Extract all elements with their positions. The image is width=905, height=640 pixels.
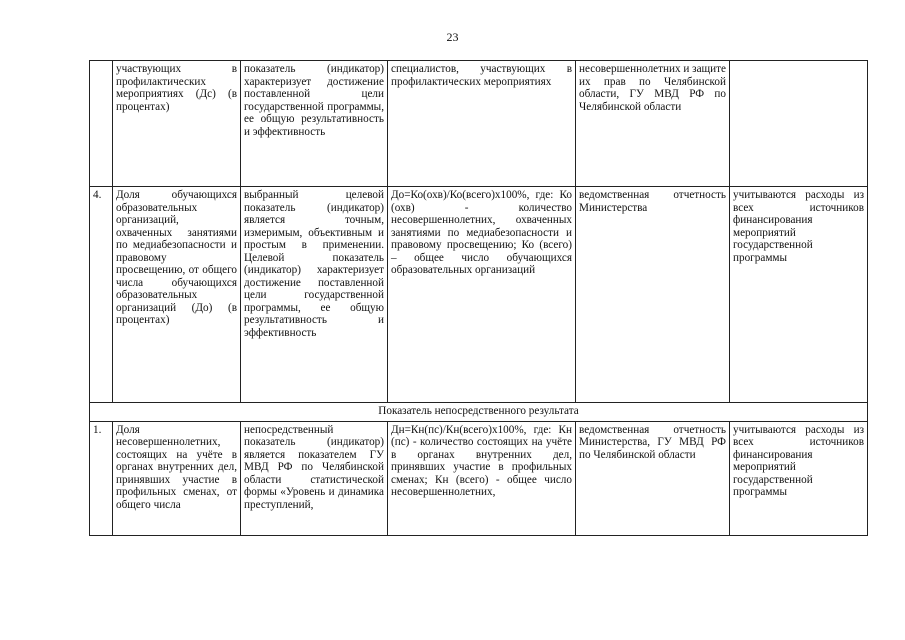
indicator-characteristic-cell: выбранный целевой показатель (индикатор) является точным, измеримым, объективным и простым в применении. Целевой показатель (индикатор) характеризует достижение поставленной цели государственной программы, ее общую результативность и эффективность [241, 187, 388, 403]
section-header: Показатель непосредственного результата [90, 403, 868, 422]
indicators-table [89, 60, 868, 536]
data-source-cell: ведомственная отчетность Министерства, ГУ МВД РФ по Челябинской области [576, 421, 730, 535]
indicator-name-cell: Доля несовершеннолетних, состоящих на учёте в органах внутренних дел, принявших участие в профильных сменах, от общего числа [113, 421, 241, 535]
expenses-note-cell: учитываются расходы из всех источников финансирования мероприятий государственной программы [730, 421, 868, 535]
calculation-method-cell: Дн=Кн(пс)/Кн(всего)x100%, где: Кн (пс) - количество состоящих на учёте в органах внутренних дел, принявших участие в профильных сменах; Кн (всего) - общее число несовершеннолетних, [388, 421, 576, 535]
indicator-characteristic-cell: показатель (индикатор) характеризует достижение поставленной цели государственной программы, ее общую результативность и эффективность [241, 61, 388, 187]
indicator-name-cell: участвующих в профилактических мероприятиях (Дс) (в процентах) [113, 61, 241, 187]
page-number: 23 [446, 30, 459, 44]
table-row [90, 61, 868, 187]
calculation-method-cell: специалистов, участвующих в профилактических мероприятиях [388, 61, 576, 187]
row-number-cell: 4. [90, 187, 113, 403]
calculation-method-cell: До=Ко(охв)/Ко(всего)x100%, где: Ко (охв) - количество несовершеннолетних, охваченных занятиями по медиабезопасности и правовому просвещению; Ко (всего) – общее число обучающихся образовательных организаций [388, 187, 576, 403]
section-header-row [90, 403, 868, 422]
table-row [90, 421, 868, 535]
indicator-characteristic-cell: непосредственный показатель (индикатор) является показателем ГУ МВД РФ по Челябинской области статистической формы «Уровень и динамика преступлений, [241, 421, 388, 535]
data-source-cell: ведомственная отчетность Министерства [576, 187, 730, 403]
expenses-note-cell: учитываются расходы из всех источников финансирования мероприятий государственной программы [730, 187, 868, 403]
expenses-note-cell [730, 61, 868, 187]
row-number-cell [90, 61, 113, 187]
row-number-cell: 1. [90, 421, 113, 535]
indicator-name-cell: Доля обучающихся образовательных организаций, охваченных занятиями по медиабезопасности и правовому просвещению, от общего числа обучающихся образовательных организаций (До) (в процентах) [113, 187, 241, 403]
data-source-cell: несовершеннолетних и защите их прав по Челябинской области, ГУ МВД РФ по Челябинской области [576, 61, 730, 187]
table-row [90, 187, 868, 403]
